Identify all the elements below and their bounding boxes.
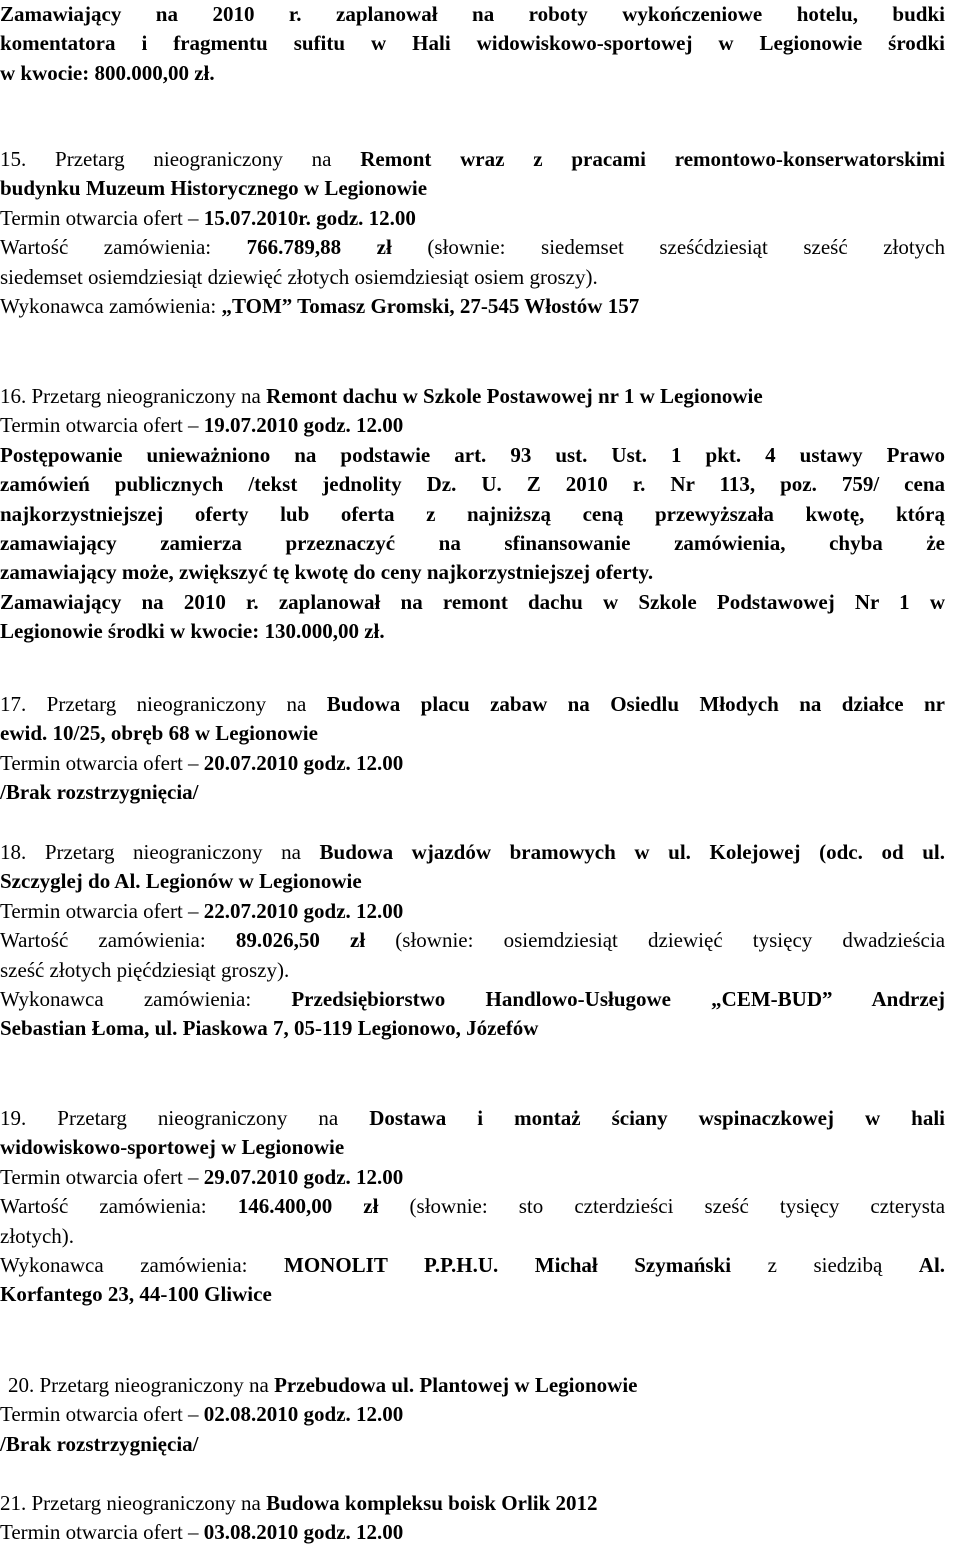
tender-kind: Przetarg nieograniczony na — [57, 1106, 339, 1130]
tender-item-21 — [0, 1489, 945, 1548]
value-amount: 146.400,00 zł — [237, 1194, 379, 1219]
value-words-cont: złotych). — [0, 1223, 75, 1248]
contractor-seat: z siedzibą — [767, 1252, 883, 1277]
budget-note-1: Zamawiający na 2010 r. zaplanował na remont dachu w Szkole Podstawowej Nr 1 w — [0, 589, 945, 614]
tender-kind: Przetarg nieograniczony na — [44, 840, 301, 864]
item-number: 20. — [8, 1373, 35, 1397]
value-words: (słownie: siedemset sześćdziesiąt sześć złotych — [427, 235, 946, 260]
annulment-note-4: zamawiający zamierza przeznaczyć na sfinansowanie zamówienia, chyba że — [0, 530, 945, 555]
tender-item-18 — [0, 838, 945, 1044]
deadline-value: 29.07.2010 godz. 12.00 — [203, 1164, 404, 1189]
tender-kind: Przetarg nieograniczony na — [46, 692, 307, 716]
item-number: 21. — [0, 1491, 27, 1515]
contractor-name: Przedsiębiorstwo Handlowo-Usługowe „CEM-BUD” Andrzej — [291, 986, 946, 1011]
deadline-value: 22.07.2010 godz. 12.00 — [203, 898, 404, 923]
tender-subject-cont: budynku Muzeum Historycznego w Legionowie — [0, 176, 428, 201]
value-amount: 89.026,50 zł — [235, 928, 366, 953]
deadline-value: 02.08.2010 godz. 12.00 — [203, 1402, 404, 1427]
deadline-value: 03.08.2010 godz. 12.00 — [203, 1520, 404, 1545]
item-number: 16. — [0, 384, 27, 408]
deadline-value: 15.07.2010r. godz. 12.00 — [203, 205, 416, 230]
value-words-cont: sześć złotych pięćdziesiąt groszy). — [0, 957, 290, 982]
deadline-label: Termin otwarcia ofert – — [0, 1520, 199, 1545]
deadline-label: Termin otwarcia ofert – — [0, 1402, 199, 1427]
contractor-label: Wykonawca zamówienia: — [0, 986, 252, 1011]
item-number: 17. — [0, 692, 27, 716]
tender-subject-cont: widowiskowo-sportowej w Legionowie — [0, 1135, 345, 1160]
intro-line-3: w kwocie: 800.000,00 zł. — [0, 60, 215, 85]
tender-item-19 — [0, 1104, 945, 1310]
tender-item-17 — [0, 690, 945, 808]
contractor-street-prefix: Al. — [918, 1252, 946, 1277]
deadline-value: 19.07.2010 godz. 12.00 — [203, 413, 404, 438]
tender-item-16 — [0, 382, 945, 647]
deadline-label: Termin otwarcia ofert – — [0, 898, 199, 923]
tender-kind: Przetarg nieograniczony na — [39, 1373, 269, 1397]
value-label: Wartość zamówienia: — [0, 235, 212, 260]
intro-line-1: Zamawiający na 2010 r. zaplanował na roboty wykończeniowe hotelu, budki — [0, 2, 945, 26]
deadline-label: Termin otwarcia ofert – — [0, 413, 199, 438]
annulment-note-1: Postępowanie unieważniono na podstawie art. 93 ust. Ust. 1 pkt. 4 ustawy Prawo — [0, 442, 945, 467]
tender-subject: Remont wraz z pracami remontowo-konserwatorskimi — [360, 147, 946, 171]
deadline-label: Termin otwarcia ofert – — [0, 1164, 199, 1189]
budget-note-2: Legionowie środki w kwocie: 130.000,00 zł. — [0, 619, 385, 644]
item-number: 18. — [0, 840, 27, 864]
annulment-note-2: zamówień publicznych /tekst jednolity Dz. U. Z 2010 r. Nr 113, poz. 759/ cena — [0, 472, 945, 497]
contractor-name: „TOM” Tomasz Gromski, 27-545 Włostów 157 — [221, 293, 640, 318]
value-words-cont: siedemset osiemdziesiąt dziewięć złotych osiemdziesiąt osiem groszy). — [0, 264, 598, 289]
tender-subject: Budowa placu zabaw na Osiedlu Młodych na działce nr — [326, 692, 945, 716]
tender-subject-cont: Szczyglej do Al. Legionów w Legionowie — [0, 869, 362, 894]
value-label: Wartość zamówienia: — [0, 928, 206, 953]
deadline-value: 20.07.2010 godz. 12.00 — [203, 750, 404, 775]
tender-subject: Przebudowa ul. Plantowej w Legionowie — [274, 1373, 638, 1397]
contractor-address: Korfantego 23, 44-100 Gliwice — [0, 1282, 272, 1307]
intro-line-2: komentatora i fragmentu sufitu w Hali widowiskowo-sportowej w Legionowie środki — [0, 31, 945, 56]
status-no-resolution: /Brak rozstrzygnięcia/ — [0, 1431, 199, 1456]
value-amount: 766.789,88 zł — [246, 235, 392, 260]
value-words: (słownie: sto czterdzieści sześć tysięcy czterysta — [409, 1194, 946, 1219]
value-words: (słownie: osiemdziesiąt dziewięć tysięcy dwadzieścia — [395, 928, 946, 953]
value-label: Wartość zamówienia: — [0, 1194, 207, 1219]
tender-item-15 — [0, 145, 945, 321]
tender-kind: Przetarg nieograniczony na — [31, 1491, 261, 1515]
tender-subject: Remont dachu w Szkole Postawowej nr 1 w Legionowie — [266, 384, 763, 408]
item-number: 15. — [0, 147, 27, 171]
contractor-name: MONOLIT P.P.H.U. Michał Szymański — [284, 1252, 732, 1277]
deadline-label: Termin otwarcia ofert – — [0, 750, 199, 775]
contractor-label: Wykonawca zamówienia: — [0, 293, 217, 318]
tender-subject-cont: ewid. 10/25, obręb 68 w Legionowie — [0, 721, 318, 746]
contractor-name-cont: Sebastian Łoma, ul. Piaskowa 7, 05-119 Legionowo, Józefów — [0, 1016, 539, 1041]
tender-kind: Przetarg nieograniczony na — [55, 147, 332, 171]
contractor-label: Wykonawca zamówienia: — [0, 1252, 248, 1277]
tender-kind: Przetarg nieograniczony na — [31, 384, 261, 408]
status-no-resolution: /Brak rozstrzygnięcia/ — [0, 780, 199, 805]
tender-subject: Budowa wjazdów bramowych w ul. Kolejowej (odc. od ul. — [319, 840, 946, 864]
tender-subject: Budowa kompleksu boisk Orlik 2012 — [266, 1491, 598, 1515]
item-number: 19. — [0, 1106, 27, 1130]
tender-subject: Dostawa i montaż ściany wspinaczkowej w hali — [369, 1106, 946, 1130]
intro-paragraph — [0, 0, 945, 88]
annulment-note-3: najkorzystniejszej oferty lub oferta z najniższą ceną przewyższała kwotę, którą — [0, 501, 945, 526]
annulment-note-5: zamawiający może, zwiększyć tę kwotę do ceny najkorzystniejszej oferty. — [0, 560, 654, 585]
deadline-label: Termin otwarcia ofert – — [0, 205, 199, 230]
tender-item-20 — [0, 1371, 945, 1459]
